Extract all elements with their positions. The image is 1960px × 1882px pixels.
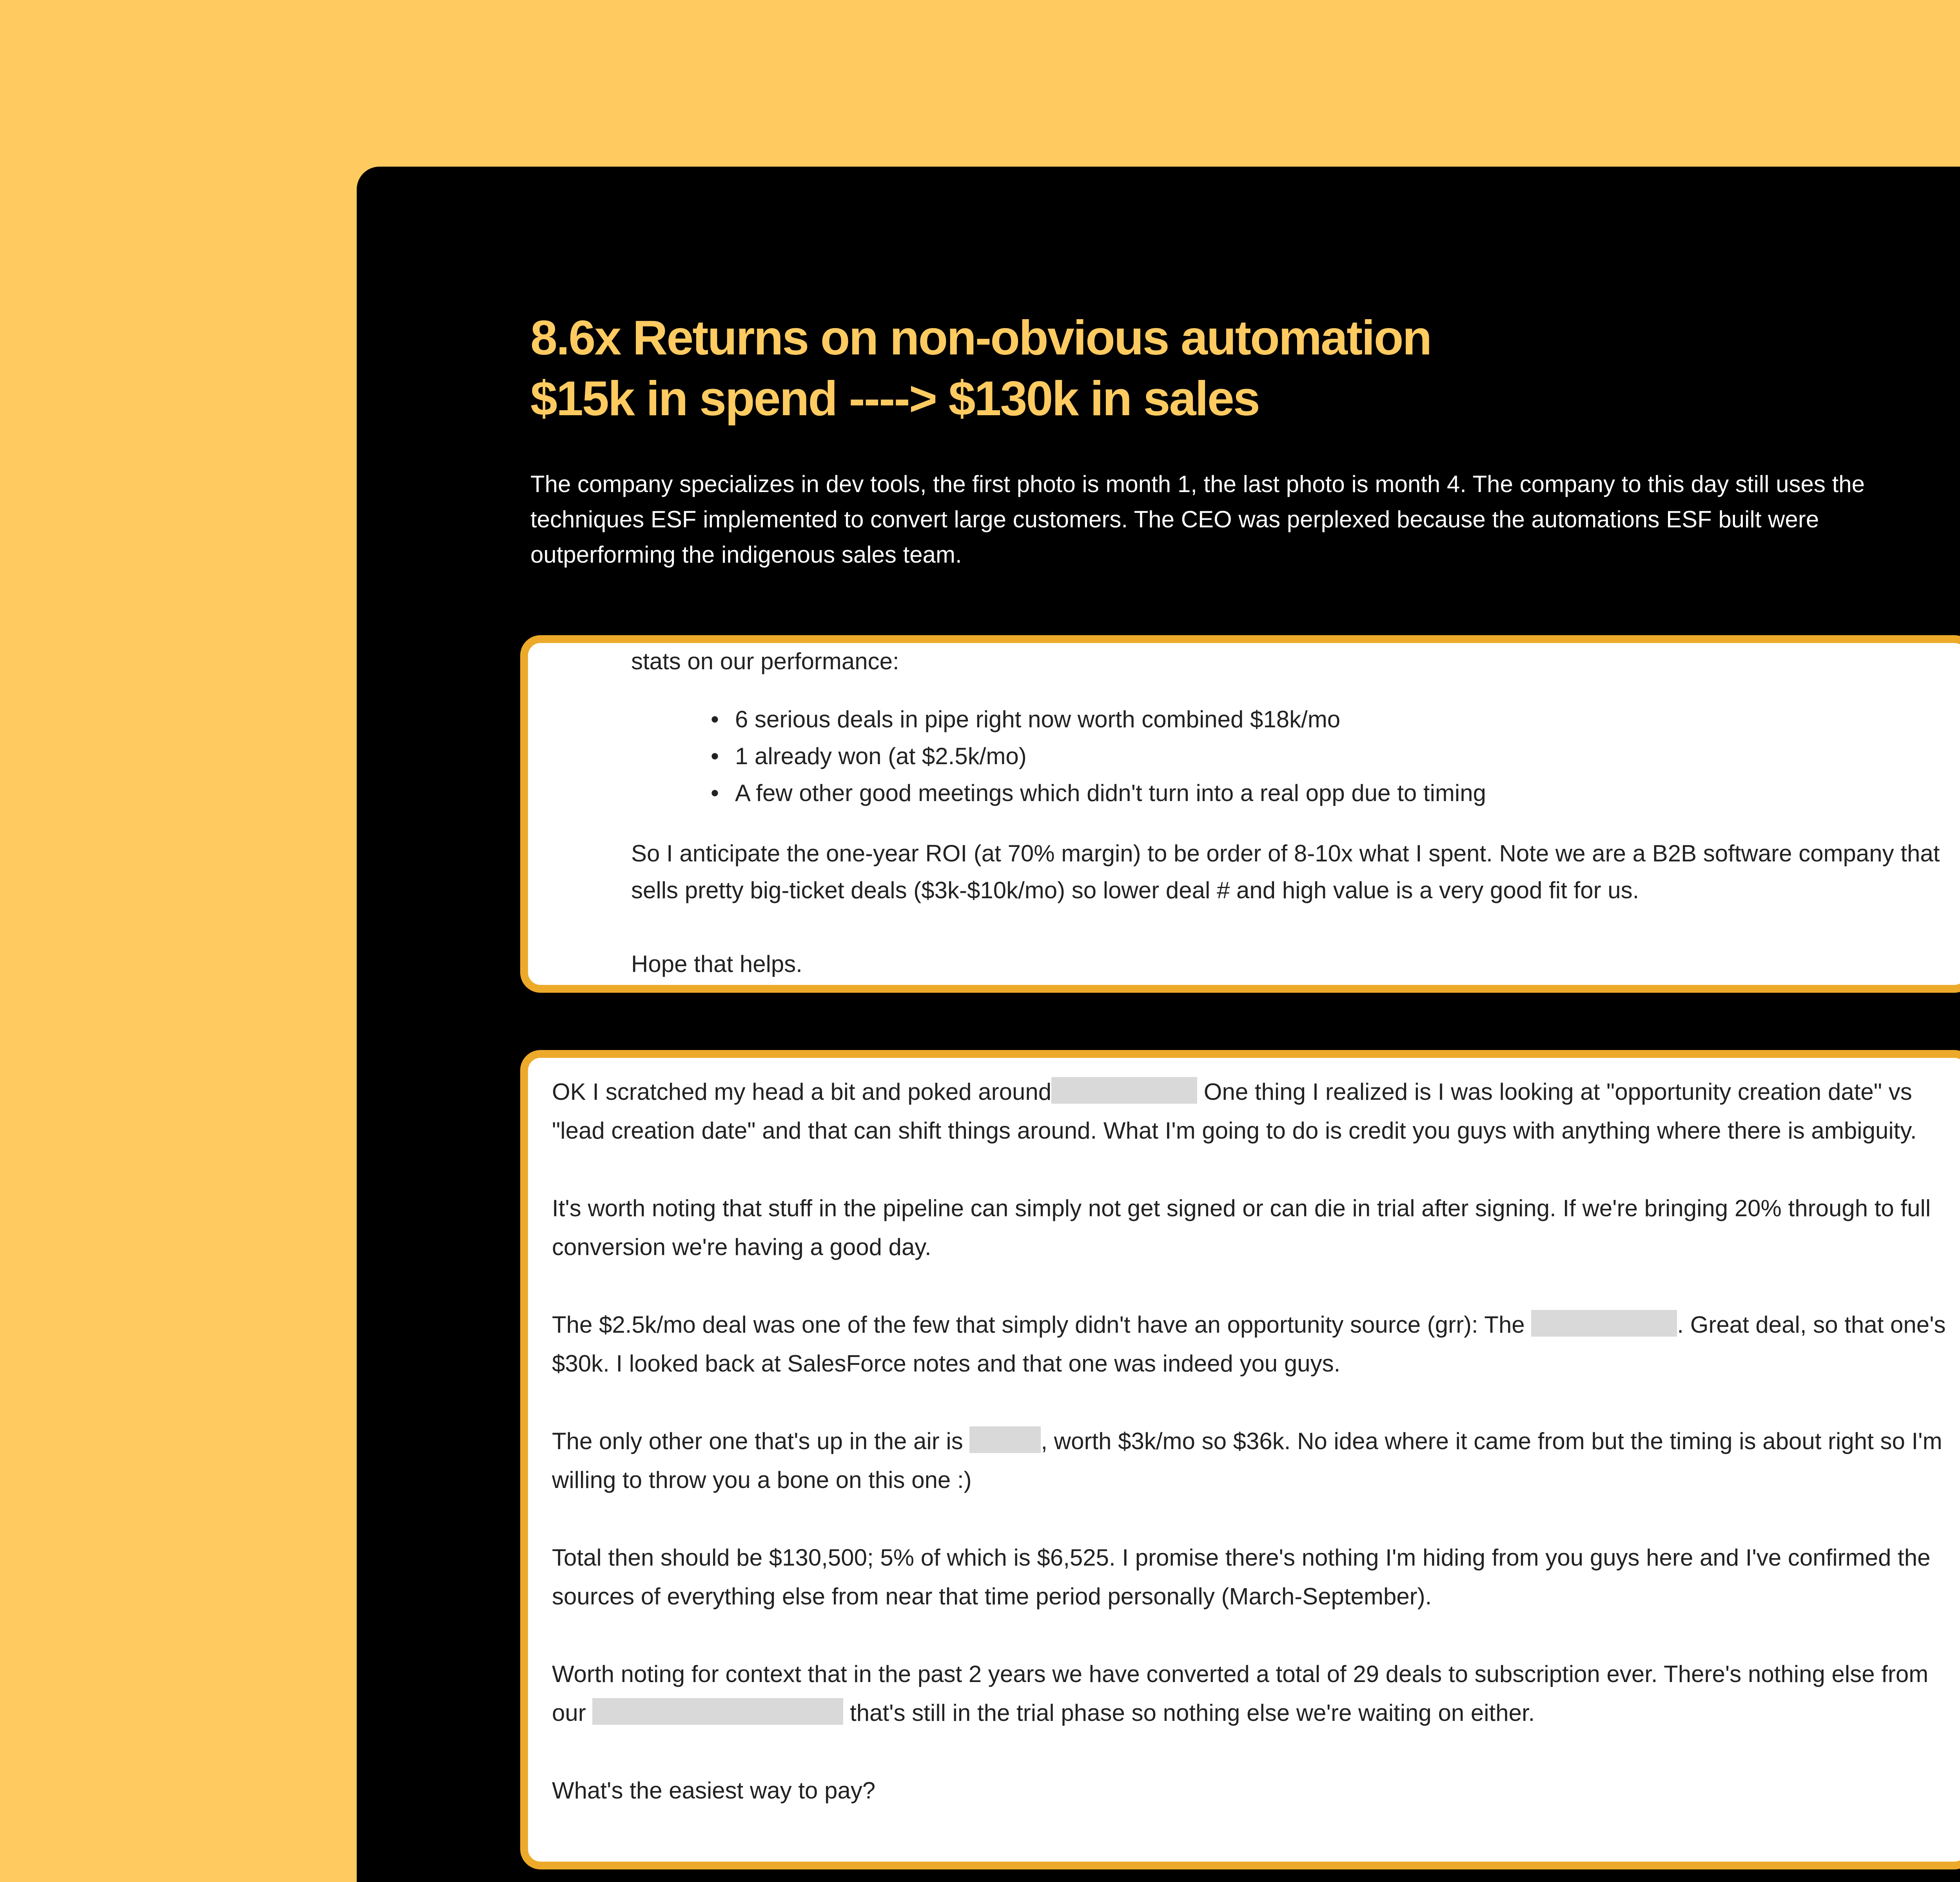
paragraph-6	[552, 1655, 1947, 1732]
list-item-text: 1 already won (at $2.5k/mo)	[735, 743, 1027, 769]
redacted-text	[592, 1698, 843, 1725]
bullet-icon: •	[711, 706, 719, 732]
bullet-icon: •	[711, 780, 719, 806]
paragraph-1-text-a: OK I scratched my head a bit and poked around	[552, 1079, 1052, 1105]
roi-paragraph: So I anticipate the one-year ROI (at 70% margin) to be order of 8-10x what I spent. Note we are a B2B software company that sells pretty big-ticket deals ($3k-$10k/mo) so lower deal # and high value is a very good fit for us.	[631, 840, 1940, 903]
paragraph-4-text-b: , worth $3k/mo so $36k. No idea where it came from but the timing is about right so I'm willing to throw you a bone on this one :)	[552, 1428, 1942, 1493]
list-item	[711, 701, 1948, 738]
paragraph-7: What's the easiest way to pay?	[552, 1777, 876, 1804]
closing-line: Hope that helps.	[631, 951, 802, 977]
paragraph-4	[552, 1422, 1947, 1499]
paragraph-6-text-a: Worth noting for context that in the past 2 years we have converted a total of 29 deals to subscription ever. There's nothing else from our	[552, 1661, 1929, 1726]
email-screenshot-1	[520, 635, 1960, 993]
paragraph-3-text-a: The $2.5k/mo deal was one of the few that simply didn't have an opportunity source (grr): The	[552, 1312, 1525, 1338]
redacted-text	[1531, 1310, 1677, 1337]
email-body-1	[631, 643, 1948, 983]
title-line-1: 8.6x Returns on non-obvious automation	[530, 311, 1431, 365]
stats-list	[631, 701, 1948, 812]
paragraph-4-text-a: The only other one that's up in the air is	[552, 1428, 963, 1454]
redacted-text	[1051, 1077, 1197, 1104]
list-item	[711, 775, 1948, 812]
paragraph-5: Total then should be $130,500; 5% of which is $6,525. I promise there's nothing I'm hiding from you guys here and I've confirmed the sources of everything else from near that time period personally (March-September).	[552, 1544, 1931, 1610]
content-card	[357, 167, 1960, 1882]
title-line-2: $15k in spend ----> $130k in sales	[530, 372, 1259, 426]
email-screenshot-2	[520, 1050, 1960, 1869]
list-item	[711, 738, 1948, 775]
list-item-text: A few other good meetings which didn't turn into a real opp due to timing	[735, 780, 1486, 806]
page-title	[530, 308, 1431, 429]
email-body-2	[552, 1072, 1947, 1810]
paragraph-3-text-b: . Great deal, so that one's $30k. I looked back at SalesForce notes and that one was indeed you guys.	[552, 1312, 1946, 1377]
paragraph-1	[552, 1072, 1947, 1150]
paragraph-1-text-b: One thing I realized is I was looking at "opportunity creation date" vs "lead creation date" and that can shift things around. What I'm going to do is credit you guys with anything where there is ambiguity.	[552, 1079, 1917, 1144]
stats-intro: stats on our performance:	[631, 648, 899, 674]
paragraph-2: It's worth noting that stuff in the pipeline can simply not get signed or can die in trial after signing. If we're bringing 20% through to full conversion we're having a good day.	[552, 1195, 1931, 1260]
description-text: The company specializes in dev tools, the first photo is month 1, the last photo is month 4. The company to this day still uses the techniques ESF implemented to convert large customers. The CEO was perplexed because the automations ESF built were outperforming the indigenous sales team.	[530, 471, 1865, 568]
paragraph-3	[552, 1305, 1947, 1383]
paragraph-6-text-b: that's still in the trial phase so nothing else we're waiting on either.	[850, 1700, 1535, 1726]
list-item-text: 6 serious deals in pipe right now worth combined $18k/mo	[735, 706, 1341, 732]
bullet-icon: •	[711, 743, 719, 769]
redacted-text	[969, 1426, 1041, 1453]
